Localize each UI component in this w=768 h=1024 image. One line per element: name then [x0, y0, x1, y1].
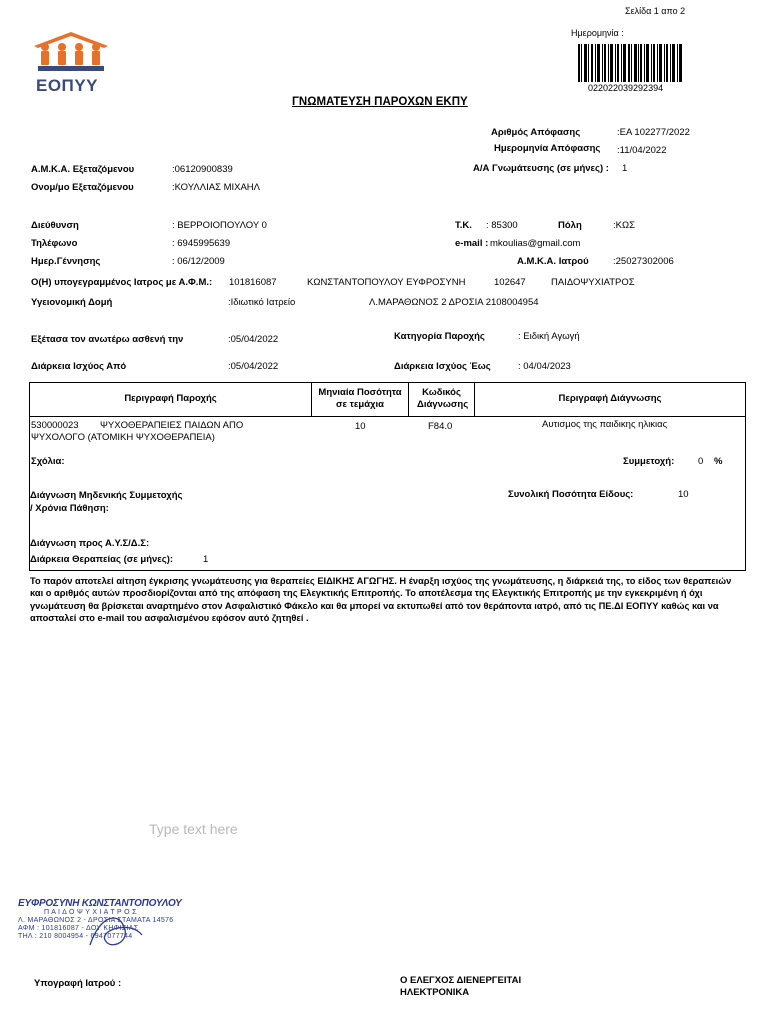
- stamp-address: Λ. ΜΑΡΑΘΩΝΟΣ 2 - ΔΡΟΣΙΑ ΣΤΑΜΑΤΑ 14576: [18, 917, 174, 924]
- comments-label: Σχόλια:: [31, 456, 65, 467]
- city-value: :ΚΩΣ: [613, 220, 635, 231]
- amka-value: :06120900839: [172, 164, 233, 175]
- facility-address: Λ.ΜΑΡΑΘΩΝΟΣ 2 ΔΡΟΣΙΑ 2108004954: [369, 297, 539, 308]
- control-note: Ο ΕΛΕΓΧΟΣ ΔΙΕΝΕΡΓΕΙΤΑΙ: [400, 975, 522, 986]
- total-quantity-value: 10: [678, 489, 689, 500]
- address-label: Διεύθυνση: [31, 220, 79, 231]
- category-value: : Ειδική Αγωγή: [518, 331, 580, 342]
- diagnosis-ays-label: Διάγνωση προς Α.Υ.Σ/Δ.Σ:: [30, 538, 150, 549]
- email-label: e-mail :: [455, 238, 489, 249]
- amka-label: Α.Μ.Κ.Α. Εξεταζόμενου: [31, 164, 135, 175]
- table-header-quantity: Μηνιαία Ποσότητα σε τεμάχια: [318, 387, 402, 410]
- doctor-afm-value: 101816087: [229, 277, 277, 288]
- decision-date-value: :11/04/2022: [617, 145, 667, 156]
- examined-label: Εξέτασα τον ανωτέρω ασθενή την: [31, 334, 184, 345]
- patient-name-label: Ονομ/μο Εξεταζόμενου: [31, 182, 134, 193]
- logo-text: ΕΟΠΥΥ: [36, 76, 99, 95]
- stamp-name: ΕΥΦΡΟΣΥΝΗ ΚΩΝΣΤΑΝΤΟΠΟΥΛΟΥ: [18, 898, 182, 909]
- facility-label: Υγειονομική Δομή: [31, 297, 113, 308]
- signature-label: Υπογραφή Ιατρού :: [34, 978, 122, 989]
- valid-to-label: Διάρκεια Ισχύος Έως: [394, 361, 491, 372]
- duration-label: Α/Α Γνωμάτευσης (σε μήνες) :: [473, 163, 609, 174]
- service-quantity: 10: [355, 421, 366, 432]
- doctor-specialty: ΠΑΙΔΟΨΥΧΙΑΤΡΟΣ: [551, 277, 635, 288]
- valid-from-label: Διάρκεια Ισχύος Από: [31, 361, 127, 372]
- doctor-afm-label: Ο(Η) υπογεγραμμένος Ιατρος με Α.Φ.Μ.:: [31, 277, 213, 288]
- postcode-label: Τ.Κ.: [455, 220, 472, 231]
- stamp-specialty: Π Α Ι Δ Ο Ψ Υ Χ Ι Α Τ Ρ Ο Σ: [44, 909, 137, 916]
- stamp-phone: ΤΗΛ : 210 8004954 - 6947077744: [18, 933, 133, 940]
- service-code: 530000023: [31, 420, 79, 431]
- table-header-diagnosis-description: Περιγραφή Διάγνωσης: [558, 393, 662, 404]
- zero-participation-label: Διάγνωση Μηδενικής Συμμετοχής: [30, 490, 183, 501]
- page-number: Σελίδα 1 απο 2: [625, 6, 686, 16]
- service-description: ΨΥΧΟΛΟΓΟ (ΑΤΟΜΙΚΗ ΨΥΧΟΘΕΡΑΠΕΙΑ): [31, 432, 215, 443]
- date-label: Ημερομηνία :: [571, 28, 624, 38]
- participation-unit: %: [714, 456, 723, 467]
- address-value: : ΒΕΡΡΟΙΟΠΟΥΛΟΥ 0: [172, 220, 267, 231]
- diagnosis-description: Αυτισμος της παιδικης ηλικιας: [542, 419, 668, 430]
- valid-from-value: :05/04/2022: [228, 361, 279, 372]
- doctor-code: 102647: [494, 277, 526, 288]
- phone-label: Τηλέφωνο: [31, 238, 78, 249]
- category-label: Κατηγορία Παροχής: [394, 331, 485, 342]
- total-quantity-label: Συνολική Ποσότητα Είδους:: [508, 489, 634, 500]
- stamp-tax: ΑΦΜ : 101816087 - ΔΟΥ ΚΗΦΙΣΙΑΣ: [18, 925, 139, 932]
- decision-date-label: Ημερομηνία Απόφασης: [494, 143, 601, 154]
- doctor-name: ΚΩΝΣΤΑΝΤΟΠΟΥΛΟΥ ΕΥΦΡΟΣΥΝΗ: [307, 277, 466, 288]
- signature-icon: [80, 905, 150, 960]
- email-value: mkoulias@gmail.com: [490, 238, 581, 249]
- diagnosis-code: F84.0: [428, 421, 453, 432]
- postcode-value: : 85300: [486, 220, 518, 231]
- legal-remark: Το παρόν αποτελεί αίτηση έγκρισης γνωμάτευσης για θεραπείες ΕΙΔΙΚΗΣ ΑΓΩΓΗΣ. Η έναρξη ισχύος της γνωμάτευσης, η διάρκειά της, το είδος των θεραπειών και ο αριθμός αυτών προσδιορίζονται από της απόφαση της Ελεγκτικής Επιτροπής. Το αποτέλεσμα της Ελεγκτικής Επιτροπής με την εγκεκριμένη ή όχι γνωμάτευση θα βρίσκεται αναρτημένο στον Ασφαλιστικό Φάκελο και θα μπορεί να εκτυπωθεί από τον θεράποντα ιατρό, από τις ΠΕ.ΔΙ ΕΟΠΥΥ καθώς και να αποσταλεί στο e-mail του ασφαλισμένου εφόσον αυτό ζητηθεί .: [30, 576, 732, 624]
- doctor-amka-label: Α.Μ.Κ.Α. Ιατρού: [517, 256, 589, 267]
- table-header-description: Περιγραφή Παροχής: [124, 393, 217, 404]
- phone-value: : 6945995639: [172, 238, 231, 249]
- participation-label: Συμμετοχή:: [623, 456, 675, 467]
- barcode-number: 022022039292394: [588, 83, 664, 93]
- page-title: ΓΝΩΜΑΤΕΥΣΗ ΠΑΡΟΧΩΝ ΕΚΠΥ: [292, 96, 468, 108]
- therapy-duration-value: 1: [203, 554, 209, 565]
- patient-name-value: :ΚΟΥΛΛΙΑΣ ΜΙΧΑΗΛ: [172, 182, 261, 193]
- control-note: ΗΛΕΚΤΡΟΝΙΚΑ: [400, 987, 470, 998]
- service-description: ΨΥΧΟΘΕΡΑΠΕΙΕΣ ΠΑΙΔΩΝ ΑΠΟ: [100, 420, 244, 431]
- decision-number-value: :ΕΑ 102277/2022: [617, 127, 690, 138]
- therapy-duration-label: Διάρκεια Θεραπείας (σε μήνες):: [30, 554, 174, 565]
- birthdate-label: Ημερ.Γέννησης: [31, 256, 101, 267]
- city-label: Πόλη: [558, 220, 582, 231]
- facility-value: :Ιδιωτικό Ιατρείο: [228, 297, 296, 308]
- decision-number-label: Αριθμός Απόφασης: [491, 127, 581, 138]
- table-header-divider: [29, 416, 746, 417]
- examined-value: :05/04/2022: [228, 334, 279, 345]
- table-header-diagnosis-code: Κωδικός Διάγνωσης: [417, 387, 469, 410]
- participation-value: 0: [698, 456, 704, 467]
- barcode-icon: [578, 44, 682, 82]
- zero-participation-label: / Χρόνια Πάθηση:: [30, 503, 109, 514]
- duration-value: 1: [622, 163, 628, 174]
- birthdate-value: : 06/12/2009: [172, 256, 225, 267]
- valid-to-value: : 04/04/2023: [518, 361, 571, 372]
- doctor-amka-value: :25027302006: [613, 256, 674, 267]
- text-placeholder[interactable]: Type text here: [149, 821, 238, 837]
